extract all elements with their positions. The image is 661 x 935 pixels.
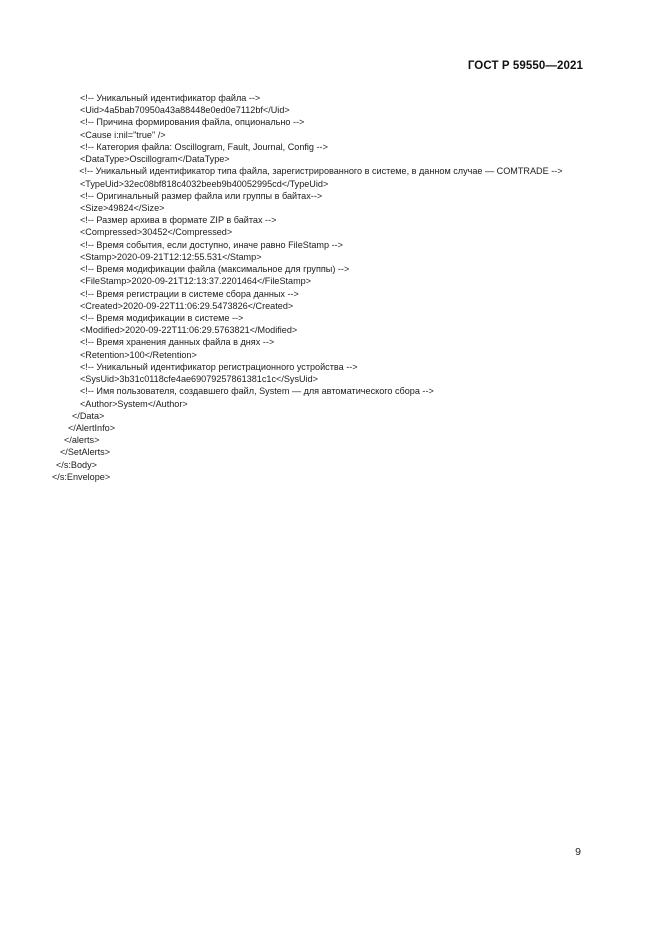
code-line: </alerts> [64,435,100,446]
code-line: </SetAlerts> [60,447,111,458]
code-line: <!-- Время регистрации в системе сбора данных --> [80,288,299,299]
page-number: 9 [575,846,581,858]
code-line: <Uid>4a5bab70950a43a88448e0ed0e7112bf</Uid> [80,105,290,116]
code-line: <!-- Категория файла: Oscillogram, Fault, Journal, Config --> [80,141,328,152]
code-line: </AlertInfo> [68,422,116,433]
code-line: <!-- Время модификации файла (максимальное для группы) --> [80,264,350,275]
document-standard-header: ГОСТ Р 59550—2021 [467,60,583,72]
code-line: <!-- Уникальный идентификатор файла --> [80,93,261,103]
code-line: <!-- Размер архива в формате ZIP в байтах --> [80,215,277,226]
code-line: <!-- Имя пользователя, создавшего файл, System — для автоматического сбора --> [80,386,434,397]
code-line: <DataType>Oscillogram</DataType> [80,154,230,165]
code-line: <!-- Время события, если доступно, иначе равно FileStamp --> [80,239,343,250]
code-line: <Stamp>2020-09-21T12:12:55.531</Stamp> [80,251,262,262]
code-line: <TypeUid>32ec08bf818c4032beeb9b40052995cd</TypeUid> [80,178,329,189]
code-line: <SysUid>3b31c0118cfe4ae69079257861381c1c</SysUid> [80,374,318,385]
code-line: <FileStamp>2020-09-21T12:13:37.2201464</FileStamp> [80,276,312,287]
code-line: <Cause i:nil="true" /> [80,129,166,140]
code-line: <!-- Уникальный идентификатор регистрационного устройства --> [80,361,358,372]
code-line: <!-- Уникальный идентификатор типа файла, зарегистрированного в системе, в данном случае — COMTRADE --> [79,166,563,177]
code-line: <!-- Время модификации в системе --> [80,312,244,323]
code-line: <Compressed>30452</Compressed> [80,227,233,238]
code-line: <!-- Причина формирования файла, опционально --> [80,117,305,128]
code-line: <!-- Время хранения данных файла в днях --> [80,337,275,348]
code-line: <Created>2020-09-22T11:06:29.5473826</Created> [80,300,294,311]
code-line: <!-- Оригинальный размер файла или группы в байтах--> [80,190,323,201]
code-line: </s:Envelope> [52,471,111,482]
code-line: <Author>System</Author> [80,398,188,409]
code-line: <Size>49824</Size> [80,202,165,213]
code-line: <Modified>2020-09-22T11:06:29.5763821</Modified> [80,325,298,336]
code-line: </Data> [72,410,105,421]
code-line: <Retention>100</Retention> [80,349,197,360]
code-line: </s:Body> [56,459,97,470]
